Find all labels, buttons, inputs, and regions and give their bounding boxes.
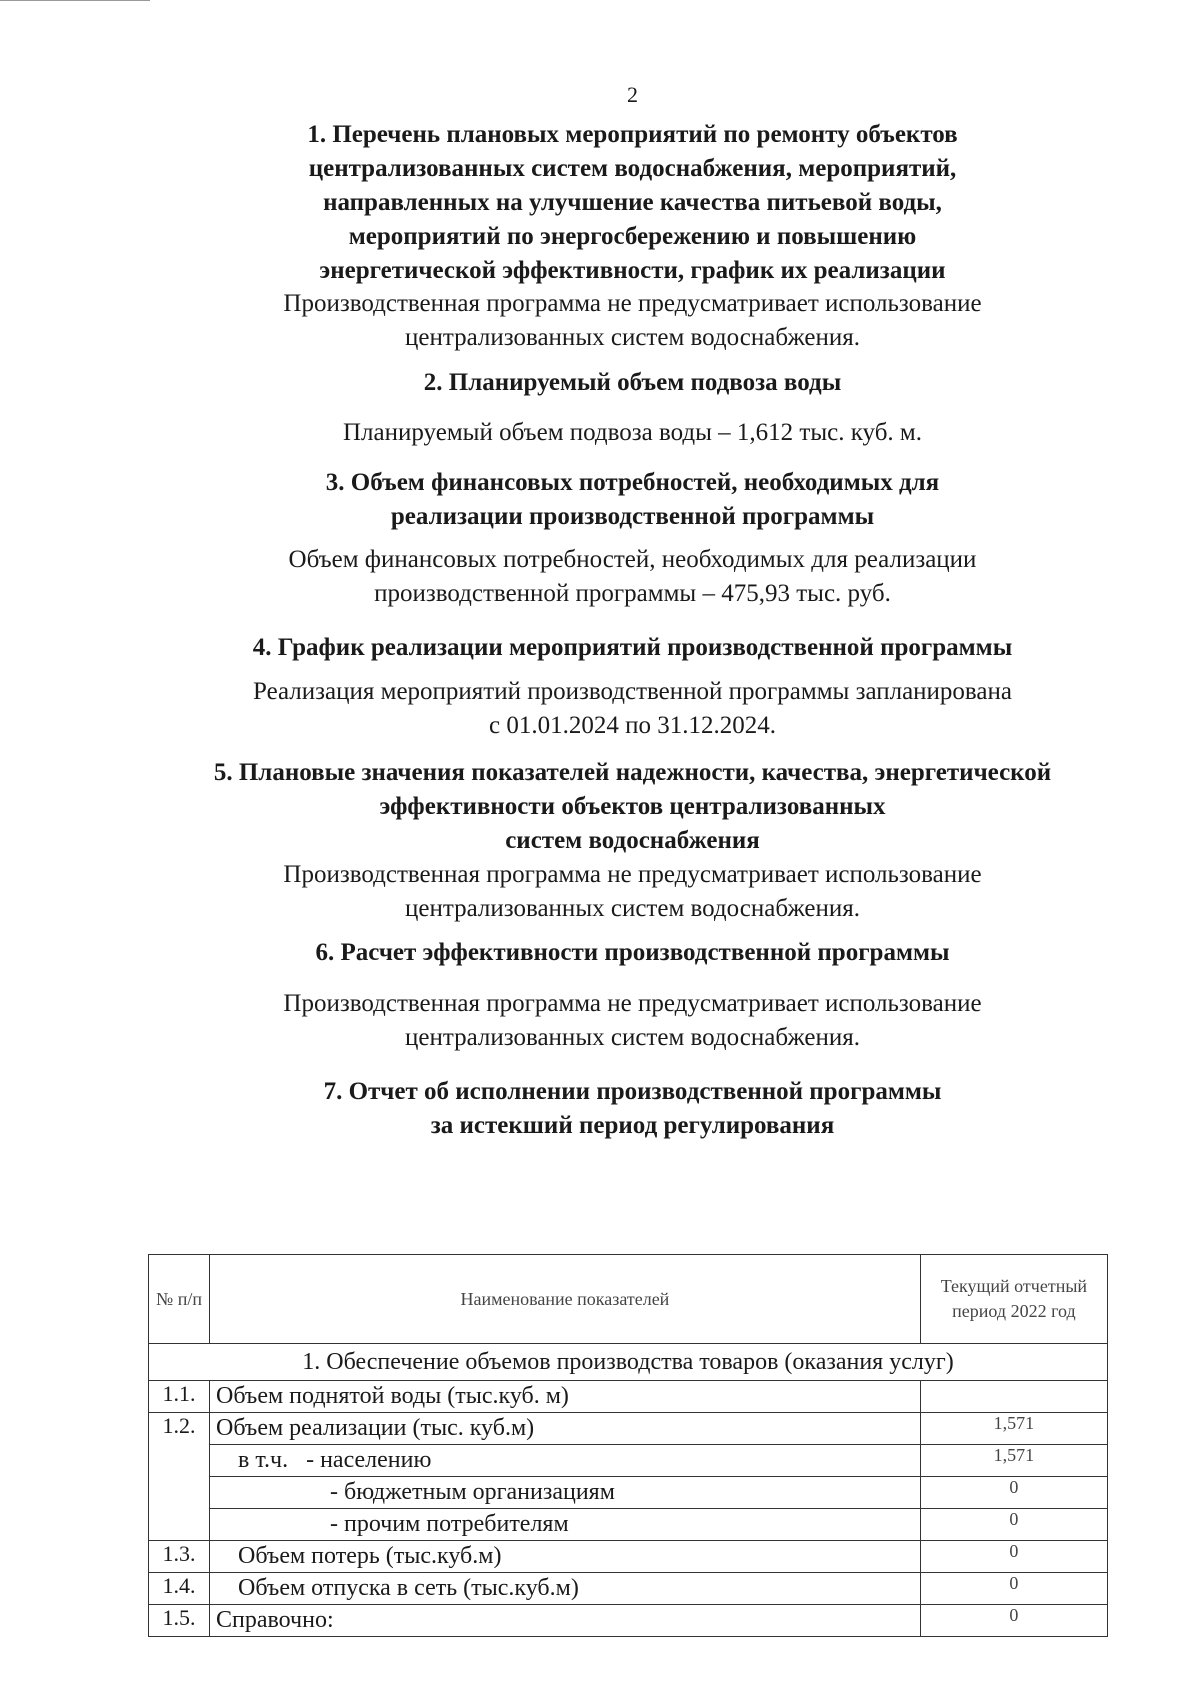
row-value: 0 xyxy=(920,1605,1107,1637)
header-num: № п/п xyxy=(149,1255,210,1344)
heading-line: энергетической эффективности, график их реализации xyxy=(319,257,946,284)
text-line: с 01.01.2024 по 31.12.2024. xyxy=(489,712,776,739)
heading-line: 4. График реализации мероприятий производственной программы xyxy=(252,634,1013,661)
heading-line: направленных на улучшение качества питьевой воды, xyxy=(323,189,942,216)
text-line: Производственная программа не предусматривает использование xyxy=(283,290,982,317)
row-value xyxy=(920,1381,1107,1413)
header-name: Наименование показателей xyxy=(209,1255,920,1344)
row-name-cell xyxy=(209,1445,920,1477)
heading-line: систем водоснабжения xyxy=(505,827,760,854)
table-section-title: 1. Обеспечение объемов производства товаров (оказания услуг) xyxy=(149,1344,1108,1381)
section-5-heading xyxy=(140,756,1125,858)
section-3-text xyxy=(140,543,1125,611)
table-row xyxy=(149,1509,1108,1541)
heading-line: централизованных систем водоснабжения, мероприятий, xyxy=(308,155,957,182)
row-value: 0 xyxy=(920,1541,1107,1573)
row-name: Объем реализации (тыс. куб.м) xyxy=(209,1413,920,1445)
section-3-heading xyxy=(140,466,1125,534)
text-line: Реализация мероприятий производственной программы запланирована xyxy=(253,678,1012,705)
section-6-text xyxy=(140,987,1125,1055)
row-num: 1.1. xyxy=(149,1381,210,1413)
table-row xyxy=(149,1413,1108,1445)
row-num: 1.5. xyxy=(149,1605,210,1637)
text-line: Объем финансовых потребностей, необходимых для реализации xyxy=(288,546,977,573)
heading-line: 1. Перечень плановых мероприятий по ремонту объектов xyxy=(307,121,958,148)
section-4-heading xyxy=(140,631,1125,665)
heading-line: 2. Планируемый объем подвоза воды xyxy=(423,369,842,396)
section-4-text xyxy=(140,675,1125,743)
row-name: Объем отпуска в сеть (тыс.куб.м) xyxy=(209,1573,920,1605)
scan-edge-mark xyxy=(0,0,150,1)
section-2-text xyxy=(140,416,1125,450)
row-name: Справочно: xyxy=(209,1605,920,1637)
text-line: производственной программы – 475,93 тыс. руб. xyxy=(374,580,891,607)
heading-line: 7. Отчет об исполнении производственной программы xyxy=(323,1078,942,1105)
heading-line: 3. Объем финансовых потребностей, необходимых для xyxy=(325,469,940,496)
text-line: централизованных систем водоснабжения. xyxy=(405,1024,860,1051)
header-value: Текущий отчетный период 2022 год xyxy=(920,1255,1107,1344)
table-row xyxy=(149,1573,1108,1605)
row-value: 0 xyxy=(920,1573,1107,1605)
row-value: 0 xyxy=(920,1477,1107,1509)
section-1-text xyxy=(140,287,1125,355)
text-line: централизованных систем водоснабжения. xyxy=(405,895,860,922)
row-name: Объем поднятой воды (тыс.куб. м) xyxy=(209,1381,920,1413)
section-2-heading xyxy=(140,366,1125,400)
text-line: централизованных систем водоснабжения. xyxy=(405,324,860,351)
section-1-heading xyxy=(140,118,1125,288)
section-6-heading xyxy=(140,936,1125,970)
heading-line: мероприятий по энергосбережению и повышению xyxy=(348,223,917,250)
heading-line: 6. Расчет эффективности производственной программы xyxy=(315,939,950,966)
row-value: 1,571 xyxy=(920,1445,1107,1477)
row-name: - населению xyxy=(306,1447,432,1473)
table-row xyxy=(149,1445,1108,1477)
text-line: Планируемый объем подвоза воды – 1,612 тыс. куб. м. xyxy=(343,419,922,446)
row-name: - прочим потребителям xyxy=(209,1509,920,1541)
heading-line: за истекший период регулирования xyxy=(430,1112,835,1139)
table-section-row xyxy=(149,1344,1108,1381)
row-prefix-label: в т.ч. xyxy=(237,1447,289,1473)
row-name: Объем потерь (тыс.куб.м) xyxy=(209,1541,920,1573)
section-5-text xyxy=(140,858,1125,926)
text-line: Производственная программа не предусматривает использование xyxy=(283,861,982,888)
row-name: - бюджетным организациям xyxy=(209,1477,920,1509)
row-num: 1.2. xyxy=(149,1413,210,1541)
row-num: 1.3. xyxy=(149,1541,210,1573)
table-header-row xyxy=(149,1255,1108,1344)
heading-line: реализации производственной программы xyxy=(390,503,875,530)
table-row xyxy=(149,1605,1108,1637)
heading-line: 5. Плановые значения показателей надежности, качества, энергетической xyxy=(213,759,1052,786)
page-number: 2 xyxy=(627,82,638,107)
heading-line: эффективности объектов централизованных xyxy=(379,793,886,820)
row-value: 0 xyxy=(920,1509,1107,1541)
table-row xyxy=(149,1381,1108,1413)
text-line: Производственная программа не предусматривает использование xyxy=(283,990,982,1017)
row-num: 1.4. xyxy=(149,1573,210,1605)
table-row xyxy=(149,1477,1108,1509)
table-row xyxy=(149,1541,1108,1573)
report-table xyxy=(148,1254,1108,1637)
row-value: 1,571 xyxy=(920,1413,1107,1445)
section-7-heading xyxy=(140,1075,1125,1143)
